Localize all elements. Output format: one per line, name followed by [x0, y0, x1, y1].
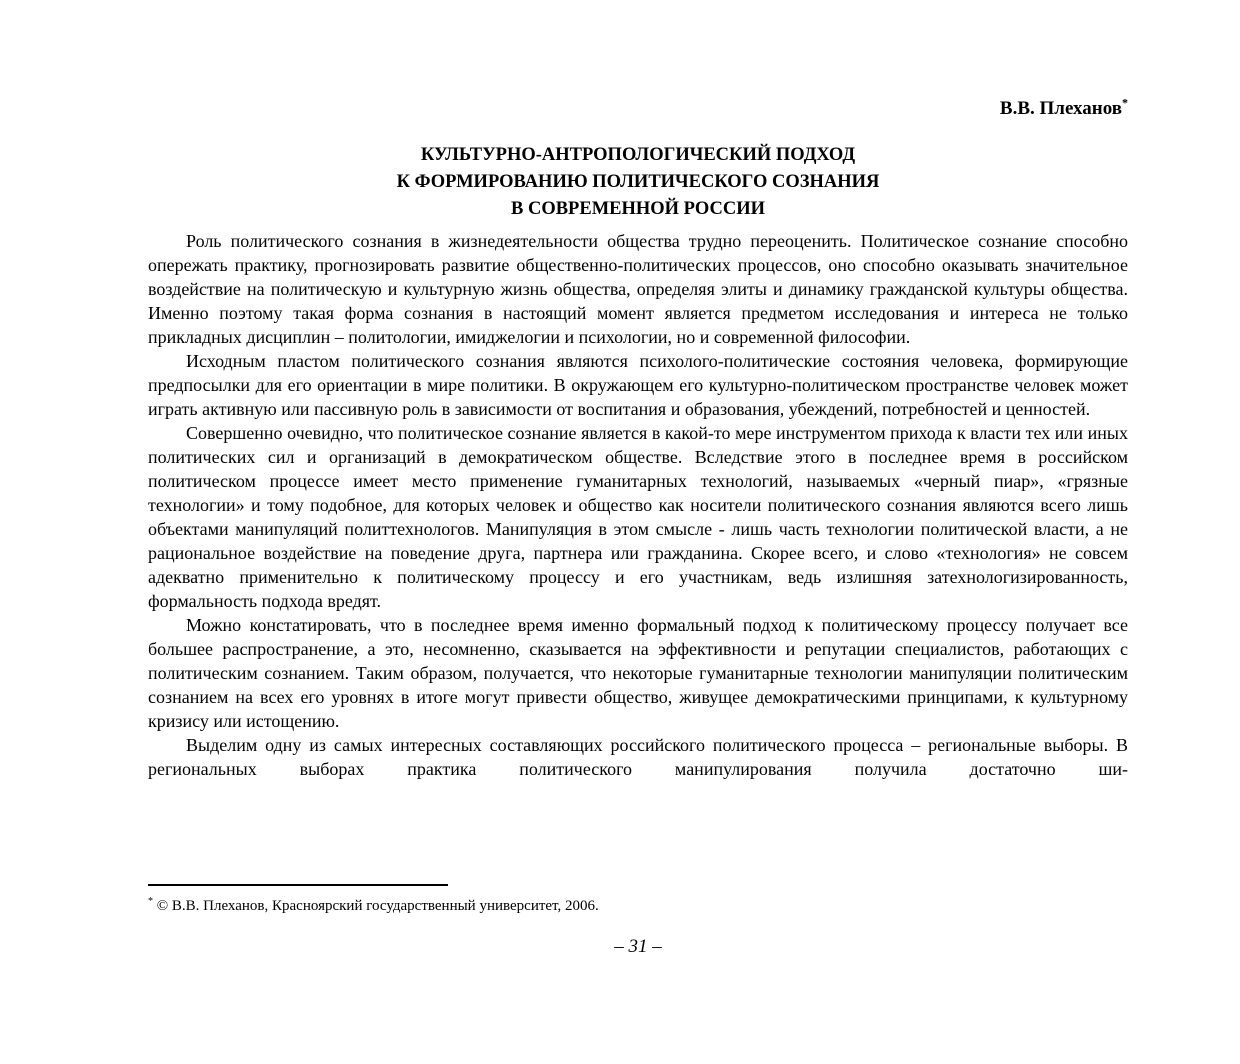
page-number: – 31 – [614, 936, 662, 957]
author-name: В.В. Плеханов [999, 98, 1122, 119]
article-body [148, 229, 1128, 781]
article-title [148, 142, 1128, 223]
footnote-separator [148, 884, 448, 886]
body-paragraph: Исходным пластом политического сознания являются психолого-политические состояния человека, формирующие предпосылки для его ориентации в мире политики. В окружающем его культурно-политическом пространстве человек может играть активную или пассивную роль в зависимости от воспитания и образования, убеждений, потребностей и ценностей. [148, 351, 1128, 419]
body-paragraph: Выделим одну из самых интересных составляющих российского политического процесса – региональные выборы. В региональных выборах практика политического манипулирования получила достаточно ши- [148, 735, 1128, 779]
body-paragraph: Совершенно очевидно, что политическое сознание является в какой-то мере инструментом прихода к власти тех или иных политических сил и организаций в демократическом обществе. Вследствие этого в последнее время в российском политическом процессе имеет место применение гуманитарных технологий, называемых «черный пиар», «грязные технологии» и тому подобное, для которых человек и общество как носители политического сознания являются всего лишь объектами манипуляций политтехнологов. Манипуляция в этом смысле - лишь часть технологии политической власти, а не рациональное воздействие на поведение друга, партнера или гражданина. Скорее всего, и слово «технология» не совсем адекватно применительно к политическому процессу и его участникам, ведь излишняя затехнологизированность, формальность подхода вредят. [148, 423, 1128, 611]
footnote [148, 896, 1128, 916]
footnote-text: © В.В. Плеханов, Красноярский государственный университет, 2006. [156, 898, 599, 914]
title-line-3: В СОВРЕМЕННОЙ РОССИИ [511, 199, 765, 219]
body-paragraph: Можно констатировать, что в последнее время именно формальный подход к политическому процессу получает все большее распространение, а это, несомненно, сказывается на эффективности и репутации специалистов, работающих с политическим сознанием. Таким образом, получается, что некоторые гуманитарные технологии манипуляции политическим сознанием на всех его уровнях в итоге могут привести общество, живущее демократическими принципами, к культурному кризису или истощению. [148, 615, 1128, 731]
title-line-1: КУЛЬТУРНО-АНТРОПОЛОГИЧЕСКИЙ ПОДХОД [420, 145, 856, 165]
body-paragraph: Роль политического сознания в жизнедеятельности общества трудно переоценить. Политическое сознание способно опережать практику, прогнозировать развитие общественно-политических процессов, оно способно оказывать значительное воздействие на политическую и культурную жизнь общества, определяя элиты и динамику гражданской культуры общества. Именно поэтому такая форма сознания в настоящий момент является предметом исследования и интереса не только прикладных дисциплин – политологии, имиджелогии и психологии, но и современной философии. [148, 231, 1128, 347]
author-line [148, 95, 1128, 120]
footnote-mark: * [148, 896, 153, 907]
title-line-2: К ФОРМИРОВАНИЮ ПОЛИТИЧЕСКОГО СОЗНАНИЯ [396, 172, 880, 192]
author-footnote-mark: * [1122, 95, 1128, 110]
